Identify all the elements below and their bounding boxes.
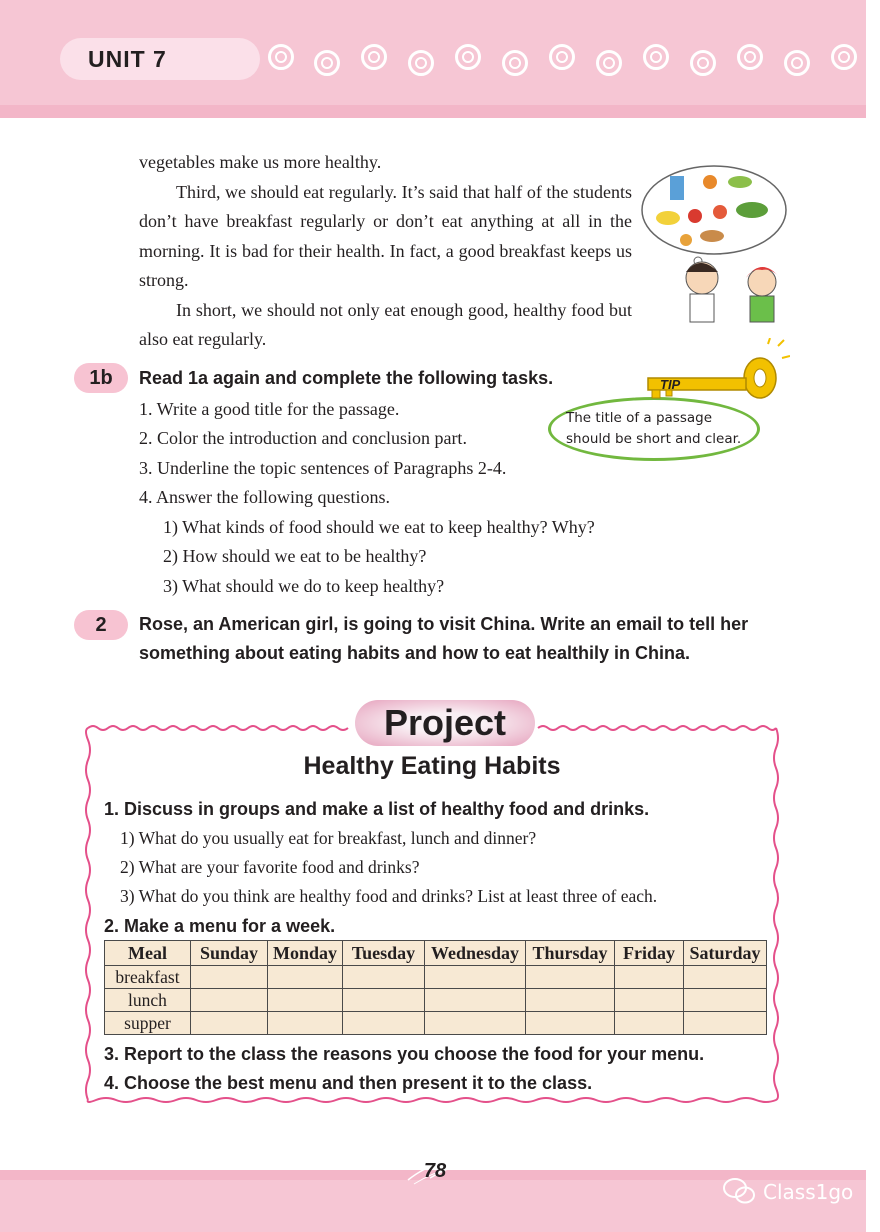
- table-cell: [615, 989, 684, 1012]
- tip-key: [640, 338, 790, 402]
- table-cell: [684, 989, 767, 1012]
- girl-shirt-icon: [750, 296, 774, 322]
- table-header-day: Sunday: [191, 941, 268, 966]
- project-title: Project: [383, 702, 507, 743]
- table-cell: [425, 966, 526, 989]
- ring-ornament: [361, 44, 387, 70]
- ring-ornament: [831, 44, 857, 70]
- table-cell: [343, 1012, 425, 1035]
- instruction-2-line1: Rose, an American girl, is going to visit China. Write an email to tell her: [139, 614, 749, 634]
- table-cell: [191, 1012, 268, 1035]
- table-cell: [343, 989, 425, 1012]
- boy-shirt-icon: [690, 294, 714, 322]
- passage: [139, 148, 632, 355]
- instruction-1b: Read 1a again and complete the following tasks.: [139, 368, 554, 388]
- ring-ornament: [268, 44, 294, 70]
- ring-ornament: [549, 44, 575, 70]
- instruction-2-line2: something about eating habits and how to eat healthily in China.: [139, 643, 691, 663]
- task-item: 4. Answer the following questions.: [139, 487, 390, 507]
- task-item: 2. Color the introduction and conclusion part.: [139, 428, 467, 448]
- question-item: 3) What should we do to keep healthy?: [163, 576, 445, 596]
- tip-text: [566, 408, 746, 450]
- table-cell: [343, 966, 425, 989]
- bread-icon: [703, 175, 717, 189]
- watermark-text: Class1go: [763, 1180, 854, 1204]
- project-step-3: 3. Report to the class the reasons you choose the food for your menu.: [104, 1044, 705, 1064]
- table-header-day: Friday: [615, 941, 684, 966]
- table-header-day: Thursday: [526, 941, 615, 966]
- table-header-row: [105, 941, 767, 966]
- food-illustration: [640, 160, 790, 330]
- ring-ornament: [455, 44, 481, 70]
- table-cell: [191, 966, 268, 989]
- question-item: 2) How should we eat to be healthy?: [163, 546, 427, 566]
- wechat-icon: [722, 1176, 756, 1206]
- ring-ornament: [737, 44, 763, 70]
- table-cell: [526, 1012, 615, 1035]
- passage-paragraph-short: In short, we should not only eat enough good, healthy food but also eat regularly.: [139, 299, 632, 349]
- project-step1-item: 2) What are your favorite food and drinks?: [120, 857, 420, 877]
- girl-icon: [748, 268, 776, 296]
- table-row-label: lunch: [105, 989, 191, 1012]
- page-number: 78: [423, 1160, 447, 1182]
- ring-ornament: [643, 44, 669, 70]
- header-band: [0, 105, 866, 118]
- milk-carton-icon: [670, 176, 684, 200]
- table-cell: [615, 1012, 684, 1035]
- unit-label: UNIT 7: [88, 46, 167, 72]
- table-cell: [684, 1012, 767, 1035]
- table-cell: [268, 966, 343, 989]
- meat-plate-icon: [700, 230, 724, 242]
- banana-icon: [656, 211, 680, 225]
- table-header-day: Monday: [268, 941, 343, 966]
- weekly-menu-table: [104, 940, 767, 1035]
- orange-icon: [680, 234, 692, 246]
- apple-icon: [688, 209, 702, 223]
- badge-2: 2: [74, 610, 128, 640]
- passage-line: vegetables make us more healthy.: [139, 152, 382, 172]
- table-header-day: Wednesday: [425, 941, 526, 966]
- tomato-icon: [713, 205, 727, 219]
- project-step-2: 2. Make a menu for a week.: [104, 916, 336, 936]
- table-row-label: supper: [105, 1012, 191, 1035]
- table-cell: [526, 966, 615, 989]
- project-subtitle: Healthy Eating Habits: [303, 752, 561, 780]
- table-cell: [615, 966, 684, 989]
- project-step1-item: 1) What do you usually eat for breakfast, lunch and dinner?: [120, 828, 537, 848]
- table-row: [105, 989, 767, 1012]
- salad-icon: [736, 202, 768, 218]
- table-row: [105, 966, 767, 989]
- ring-ornament: [596, 50, 622, 76]
- table-cell: [268, 989, 343, 1012]
- badge-1b: 1b: [74, 363, 128, 393]
- table-cell: [425, 1012, 526, 1035]
- tip-line: The title of a passage: [566, 410, 713, 426]
- ring-ornament: [784, 50, 810, 76]
- task-item: 1. Write a good title for the passage.: [139, 399, 400, 419]
- task-item: 3. Underline the topic sentences of Paragraphs 2-4.: [139, 458, 507, 478]
- tip-line: should be short and clear.: [566, 431, 742, 447]
- table-cell: [684, 966, 767, 989]
- table-cell: [268, 1012, 343, 1035]
- table-header-day: Tuesday: [343, 941, 425, 966]
- project-step-1: 1. Discuss in groups and make a list of healthy food and drinks.: [104, 799, 650, 819]
- passage-paragraph-third: Third, we should eat regularly. It’s said that half of the students don’t have breakfast regularly or don’t eat anything at all in the morning. It is bad for their health. In fact, a good breakfast keeps us strong.: [139, 181, 632, 290]
- table-header-meal: Meal: [105, 941, 191, 966]
- ring-ornament: [314, 50, 340, 76]
- table-header-day: Saturday: [684, 941, 767, 966]
- project-step1-item: 3) What do you think are healthy food and drinks? List at least three of each.: [120, 886, 658, 906]
- question-item: 1) What kinds of food should we eat to keep healthy? Why?: [163, 517, 595, 537]
- tip-label: TIP: [660, 377, 681, 392]
- table-row-label: breakfast: [105, 966, 191, 989]
- project-step-4: 4. Choose the best menu and then present it to the class.: [104, 1073, 593, 1093]
- table-cell: [425, 989, 526, 1012]
- vegetable-plate-icon: [728, 176, 752, 188]
- page-edge: [866, 0, 880, 1232]
- ring-ornament: [408, 50, 434, 76]
- table-row: [105, 1012, 767, 1035]
- table-cell: [526, 989, 615, 1012]
- table-cell: [191, 989, 268, 1012]
- ring-ornament: [690, 50, 716, 76]
- ring-ornament: [502, 50, 528, 76]
